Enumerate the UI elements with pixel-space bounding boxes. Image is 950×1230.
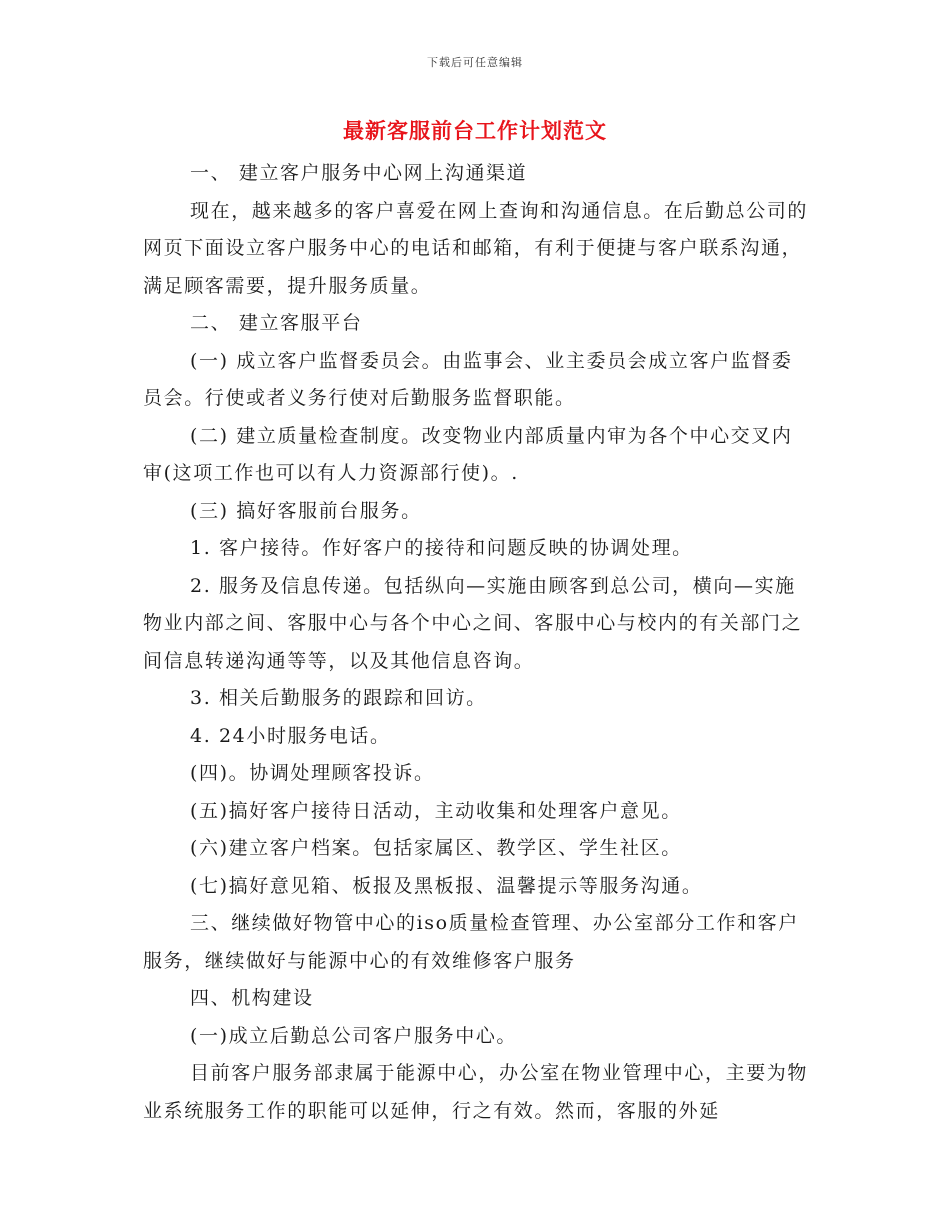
section-heading: 四、机构建设: [190, 987, 314, 1009]
list-item: 2. 服务及信息传递。包括纵向—实施由顾客到总公司，横向—实施物业内部之间、客服中心与各个中心之间、客服中心与校内的有关部门之间信息转递沟通等等，以及其他信息咨询。: [143, 574, 803, 672]
body-paragraph: 现在，越来越多的客户喜爱在网上查询和沟通信息。在后勤总公司的网页下面设立客户服务中心的电话和邮箱，有利于便捷与客户联系沟通，满足顾客需要，提升服务质量。: [143, 199, 809, 297]
body-paragraph: (六)建立客户档案。包括家属区、教学区、学生社区。: [190, 837, 682, 859]
list-item: 1. 客户接待。作好客户的接待和问题反映的协调处理。: [190, 537, 693, 559]
body-paragraph: (四)。协调处理顾客投诉。: [190, 762, 435, 784]
section-heading: 一、 建立客户服务中心网上沟通渠道: [190, 162, 528, 184]
section-heading: 二、 建立客服平台: [190, 312, 363, 334]
list-item: 3. 相关后勤服务的跟踪和回访。: [190, 687, 487, 709]
body-paragraph: (二) 建立质量检查制度。改变物业内部质量内审为各个中心交叉内审(这项工作也可以有人力资源部行使)。.: [143, 424, 793, 484]
body-paragraph: 目前客户服务部隶属于能源中心，办公室在物业管理中心，主要为物业系统服务工作的职能可以延伸，行之有效。然而，客服的外延: [143, 1062, 809, 1122]
header-note: 下载后可任意编辑: [427, 56, 523, 69]
list-item: 4. 24小时服务电话。: [190, 724, 391, 747]
body-paragraph: (一) 成立客户监督委员会。由监事会、业主委员会成立客户监督委员会。行使或者义务行使对后勤服务监督职能。: [143, 349, 793, 409]
body-paragraph: (五)搞好客户接待日活动，主动收集和处理客户意见。: [190, 799, 682, 822]
document-body: [143, 155, 813, 1130]
body-paragraph: (一)成立后勤总公司客户服务中心。: [190, 1024, 518, 1047]
document-title: 最新客服前台工作计划范文: [343, 118, 607, 143]
body-paragraph: (三) 搞好客服前台服务。: [190, 499, 422, 522]
section-heading: 三、继续做好物管中心的iso质量检查管理、办公室部分工作和客户服务，继续做好与能源中心的有效维修客户服务: [143, 912, 799, 972]
body-paragraph: (七)搞好意见箱、板报及黑板报、温馨提示等服务沟通。: [190, 874, 703, 897]
